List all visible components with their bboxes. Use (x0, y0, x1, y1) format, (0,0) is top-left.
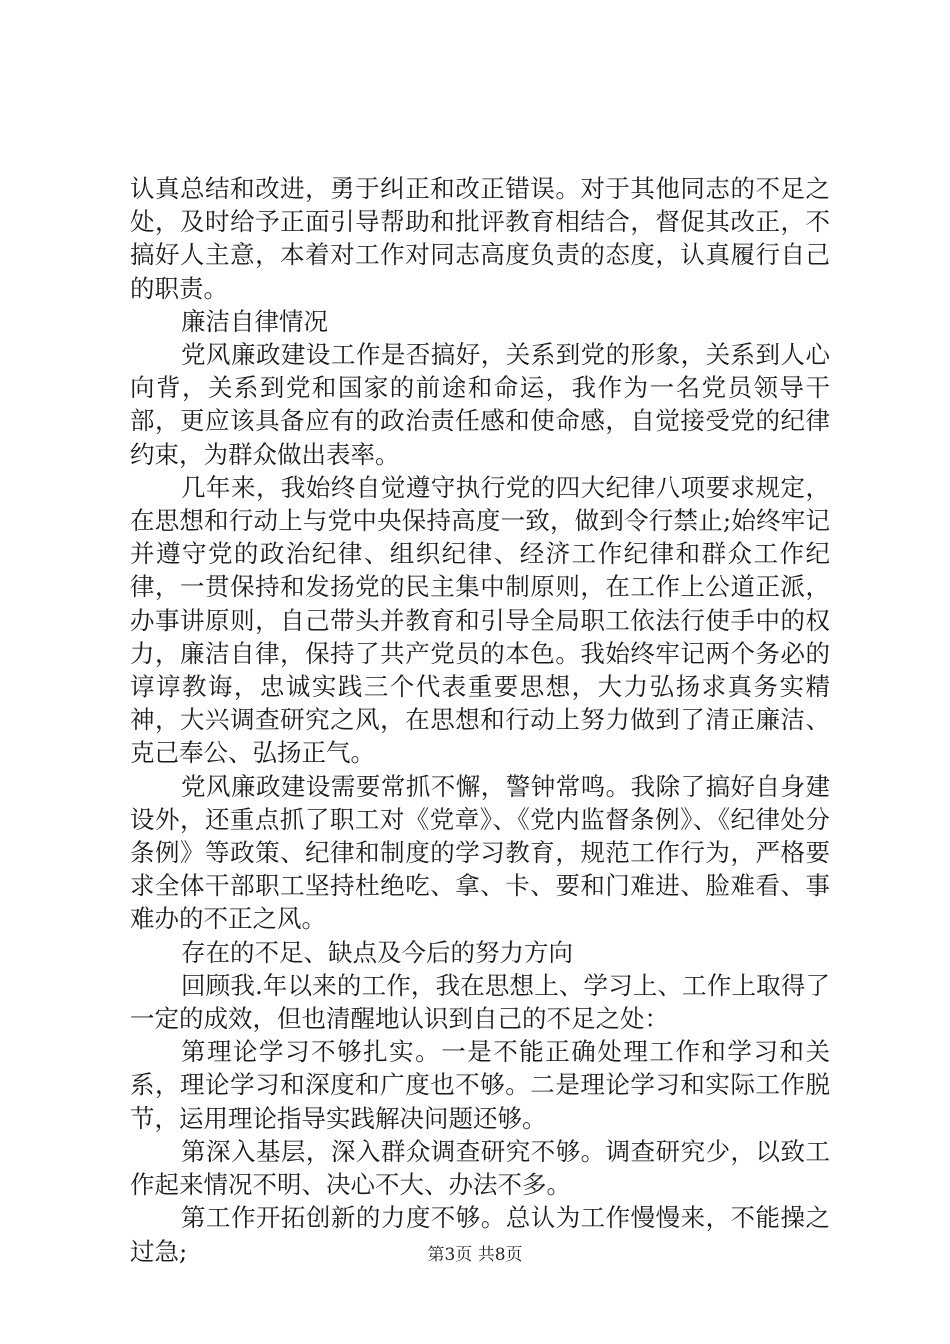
paragraph-1: 认真总结和改进，勇于纠正和改正错误。对于其他同志的不足之处，及时给予正面引导帮助和批评教育相结合，督促其改正，不搞好人主意，本着对工作对同志高度负责的态度，认真履行自己的职责。 (130, 174, 830, 303)
paragraph-10: 第工作开拓创新的力度不够。总认为工作慢慢来，不能操之过急; (130, 1203, 830, 1266)
paragraph-7: 回顾我.年以来的工作，我在思想上、学习上、工作上取得了一定的成效，但也清醒地认识到自己的不足之处： (130, 970, 830, 1034)
document-body (130, 172, 830, 1268)
paragraph-9: 第深入基层，深入群众调查研究不够。调查研究少，以致工作起来情况不明、决心不大、办法不多。 (130, 1136, 830, 1200)
page-footer: 第3页 共8页 (427, 1245, 523, 1265)
paragraph-5: 党风廉政建设需要常抓不懈，警钟常鸣。我除了搞好自身建设外，还重点抓了职工对《党章》、《党内监督条例》、《纪律处分条例》等政策、纪律和制度的学习教育，规范工作行为，严格要求全体干部职工坚持杜绝吃、拿、卡、要和门难进、脸难看、事难办的不正之风。 (130, 771, 830, 934)
section-heading-integrity: 廉洁自律情况 (181, 306, 328, 336)
paragraph-3: 党风廉政建设工作是否搞好，关系到党的形象，关系到人心向背，关系到党和国家的前途和命运，我作为一名党员领导干部，更应该具备应有的政治责任感和使命感，自觉接受党的纪律约束，为群众做出表率。 (130, 340, 830, 469)
paragraph-8: 第理论学习不够扎实。一是不能正确处理工作和学习和关系，理论学习和深度和广度也不够。二是理论学习和实际工作脱节，运用理论指导实践解决问题还够。 (130, 1037, 830, 1133)
section-heading-shortcomings: 存在的不足、缺点及今后的努力方向 (181, 937, 573, 967)
paragraph-4: 几年来，我始终自觉遵守执行党的四大纪律八项要求规定，在思想和行动上与党中央保持高度一致，做到令行禁止;始终牢记并遵守党的政治纪律、组织纪律、经济工作纪律和群众工作纪律，一贯保持和发扬党的民主集中制原则，在工作上公道正派，办事讲原则，自己带头并教育和引导全局职工依法行使手中的权力，廉洁自律，保持了共产党员的本色。我始终牢记两个务必的谆谆教诲，忠诚实践三个代表重要思想，大力弘扬求真务实精神，大兴调查研究之风，在思想和行动上努力做到了清正廉洁、克己奉公、弘扬正气。 (130, 472, 830, 768)
